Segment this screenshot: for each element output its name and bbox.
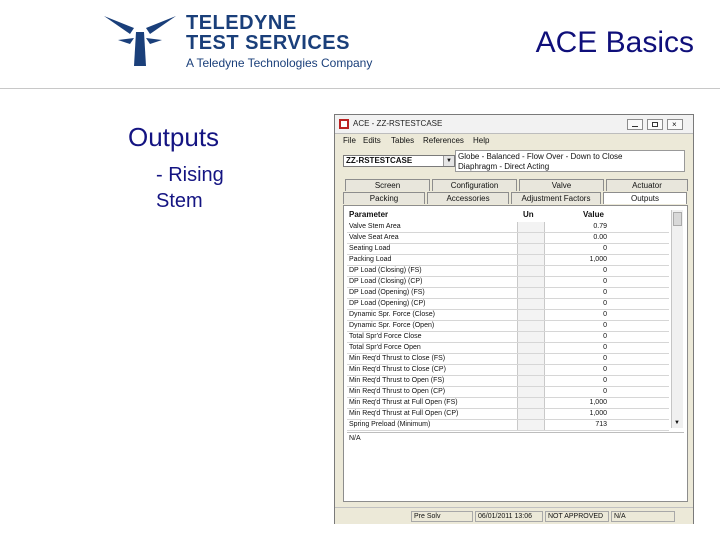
- units-cell: [517, 332, 545, 342]
- menu-edits[interactable]: Edits: [363, 136, 381, 145]
- valve-info-box: [455, 150, 685, 172]
- valve-info-line1: Globe - Balanced - Flow Over - Down to Close: [458, 152, 623, 161]
- units-cell: [517, 233, 545, 243]
- value-cell: 0: [603, 245, 607, 252]
- close-icon: ×: [672, 120, 677, 129]
- value-cell: 0: [603, 388, 607, 395]
- value-cell: 0: [603, 333, 607, 340]
- menu-file[interactable]: File: [343, 136, 356, 145]
- case-select-value: ZZ-RSTESTCASE: [346, 156, 413, 165]
- menu-tables[interactable]: Tables: [391, 136, 415, 145]
- value-cell: 0: [603, 311, 607, 318]
- logo-line1: TELEDYNE: [186, 12, 297, 34]
- value-cell: 1,000: [589, 410, 607, 417]
- parameter-cell: Dynamic Spr. Force (Open): [349, 322, 435, 329]
- units-cell: [517, 365, 545, 375]
- units-cell: [517, 420, 545, 430]
- parameter-cell: Valve Seat Area: [349, 234, 399, 241]
- table-row[interactable]: [347, 321, 669, 332]
- units-cell: [517, 310, 545, 320]
- units-cell: [517, 288, 545, 298]
- units-cell: [517, 299, 545, 309]
- status-bar: [335, 507, 693, 524]
- parameter-cell: Min Req'd Thrust to Open (CP): [349, 388, 446, 395]
- value-cell: 0: [603, 366, 607, 373]
- status-mode-text: Pre Solv: [414, 513, 441, 520]
- parameter-cell: Total Spr'd Force Open: [349, 344, 421, 351]
- parameter-cell: Min Req'd Thrust to Close (CP): [349, 366, 446, 373]
- logo-tagline: A Teledyne Technologies Company: [186, 56, 373, 70]
- units-cell: [517, 244, 545, 254]
- value-cell: 0: [603, 344, 607, 351]
- units-cell: [517, 321, 545, 331]
- bullet-line2: Stem: [156, 190, 203, 212]
- status-mode: [411, 511, 473, 522]
- table-row[interactable]: [347, 343, 669, 354]
- tab-actuator[interactable]: Actuator: [606, 179, 688, 191]
- minimize-icon: [632, 126, 638, 127]
- table-row[interactable]: [347, 376, 669, 387]
- window-title: ACE - ZZ-RSTESTCASE: [353, 119, 443, 128]
- parameter-cell: DP Load (Closing) (FS): [349, 267, 422, 274]
- table-row[interactable]: [347, 255, 669, 266]
- parameter-cell: DP Load (Opening) (FS): [349, 289, 425, 296]
- maximize-button[interactable]: [647, 119, 663, 130]
- table-row[interactable]: [347, 266, 669, 277]
- units-cell: [517, 398, 545, 408]
- window-titlebar[interactable]: [335, 115, 693, 134]
- units-cell: [517, 387, 545, 397]
- value-cell: 0: [603, 267, 607, 274]
- units-cell: [517, 266, 545, 276]
- header-units: Un: [523, 210, 534, 219]
- table-row[interactable]: [347, 365, 669, 376]
- status-extra-text: N/A: [614, 513, 626, 520]
- bullet-text: [156, 162, 224, 214]
- table-row[interactable]: [347, 332, 669, 343]
- notes-text: N/A: [349, 435, 361, 442]
- parameter-cell: Dynamic Spr. Force (Close): [349, 311, 435, 318]
- parameter-cell: Spring Preload (Minimum): [349, 421, 431, 428]
- table-row[interactable]: [347, 244, 669, 255]
- parameter-cell: Total Spr'd Force Close: [349, 333, 422, 340]
- teledyne-logo-icon: [100, 10, 180, 70]
- section-heading: Outputs: [128, 122, 220, 152]
- maximize-icon: [652, 122, 658, 127]
- parameter-cell: Min Req'd Thrust at Full Open (FS): [349, 399, 458, 406]
- value-cell: 0: [603, 322, 607, 329]
- chevron-down-icon[interactable]: ▼: [443, 156, 454, 166]
- header-parameter: Parameter: [349, 210, 389, 219]
- status-approval: [545, 511, 609, 522]
- table-row[interactable]: [347, 354, 669, 365]
- case-select[interactable]: [343, 155, 455, 167]
- units-cell: [517, 222, 545, 232]
- value-cell: 0: [603, 278, 607, 285]
- outputs-table: [347, 210, 669, 428]
- value-cell: 0: [603, 377, 607, 384]
- slide-title: ACE Basics: [535, 26, 694, 59]
- status-extra: [611, 511, 675, 522]
- tab-configuration[interactable]: Configuration: [432, 179, 517, 191]
- table-row[interactable]: [347, 387, 669, 398]
- scroll-down-icon[interactable]: ▼: [674, 420, 680, 426]
- parameter-cell: DP Load (Closing) (CP): [349, 278, 423, 285]
- parameter-cell: Seating Load: [349, 245, 391, 252]
- table-row[interactable]: [347, 310, 669, 321]
- table-scrollbar[interactable]: [671, 210, 683, 428]
- units-cell: [517, 354, 545, 364]
- tab-accessories[interactable]: Accessories: [427, 192, 509, 204]
- parameter-cell: Min Req'd Thrust at Full Open (CP): [349, 410, 459, 417]
- parameter-cell: Packing Load: [349, 256, 392, 263]
- notes-area[interactable]: [347, 432, 684, 497]
- menu-references[interactable]: References: [423, 136, 464, 145]
- value-cell: 1,000: [589, 256, 607, 263]
- valve-info-line2: Diaphragm - Direct Acting: [458, 162, 550, 171]
- ace-window: [334, 114, 694, 524]
- value-cell: 0: [603, 300, 607, 307]
- minimize-button[interactable]: [627, 119, 643, 130]
- outputs-panel: [343, 205, 688, 502]
- value-cell: 1,000: [589, 399, 607, 406]
- header-divider: [0, 88, 720, 89]
- status-timestamp-text: 06/01/2011 13:06: [478, 513, 532, 520]
- value-cell: 0.00: [593, 234, 607, 241]
- tab-adjustment-factors[interactable]: Adjustment Factors: [511, 192, 601, 204]
- parameter-cell: Min Req'd Thrust to Close (FS): [349, 355, 446, 362]
- table-row[interactable]: [347, 299, 669, 310]
- table-row[interactable]: [347, 409, 669, 420]
- parameter-cell: Min Req'd Thrust to Open (FS): [349, 377, 445, 384]
- units-cell: [517, 277, 545, 287]
- units-cell: [517, 255, 545, 265]
- tab-outputs[interactable]: Outputs: [603, 192, 687, 204]
- value-cell: 0: [603, 355, 607, 362]
- value-cell: 0: [603, 289, 607, 296]
- teledyne-logo: [100, 10, 380, 72]
- tab-packing[interactable]: Packing: [343, 192, 425, 204]
- table-row[interactable]: [347, 222, 669, 233]
- scrollbar-thumb[interactable]: [673, 212, 682, 226]
- value-cell: 713: [595, 421, 607, 428]
- menu-help[interactable]: Help: [473, 136, 490, 145]
- parameter-cell: DP Load (Opening) (CP): [349, 300, 426, 307]
- units-cell: [517, 343, 545, 353]
- logo-line2: TEST SERVICES: [186, 32, 350, 54]
- units-cell: [517, 409, 545, 419]
- tab-screen[interactable]: Screen: [345, 179, 430, 191]
- close-button[interactable]: [667, 119, 683, 130]
- app-icon: [339, 119, 349, 129]
- tab-valve[interactable]: Valve: [519, 179, 604, 191]
- parameter-cell: Valve Stem Area: [349, 223, 401, 230]
- bullet-line1: - Rising: [156, 164, 224, 186]
- status-approval-text: NOT APPROVED: [548, 513, 604, 520]
- menu-bar: [335, 135, 693, 147]
- header-value: Value: [583, 210, 604, 219]
- table-row[interactable]: [347, 277, 669, 288]
- table-row[interactable]: [347, 288, 669, 299]
- units-cell: [517, 376, 545, 386]
- table-row[interactable]: [347, 233, 669, 244]
- table-row[interactable]: [347, 398, 669, 409]
- status-timestamp: [475, 511, 543, 522]
- value-cell: 0.79: [593, 223, 607, 230]
- table-row[interactable]: [347, 420, 669, 431]
